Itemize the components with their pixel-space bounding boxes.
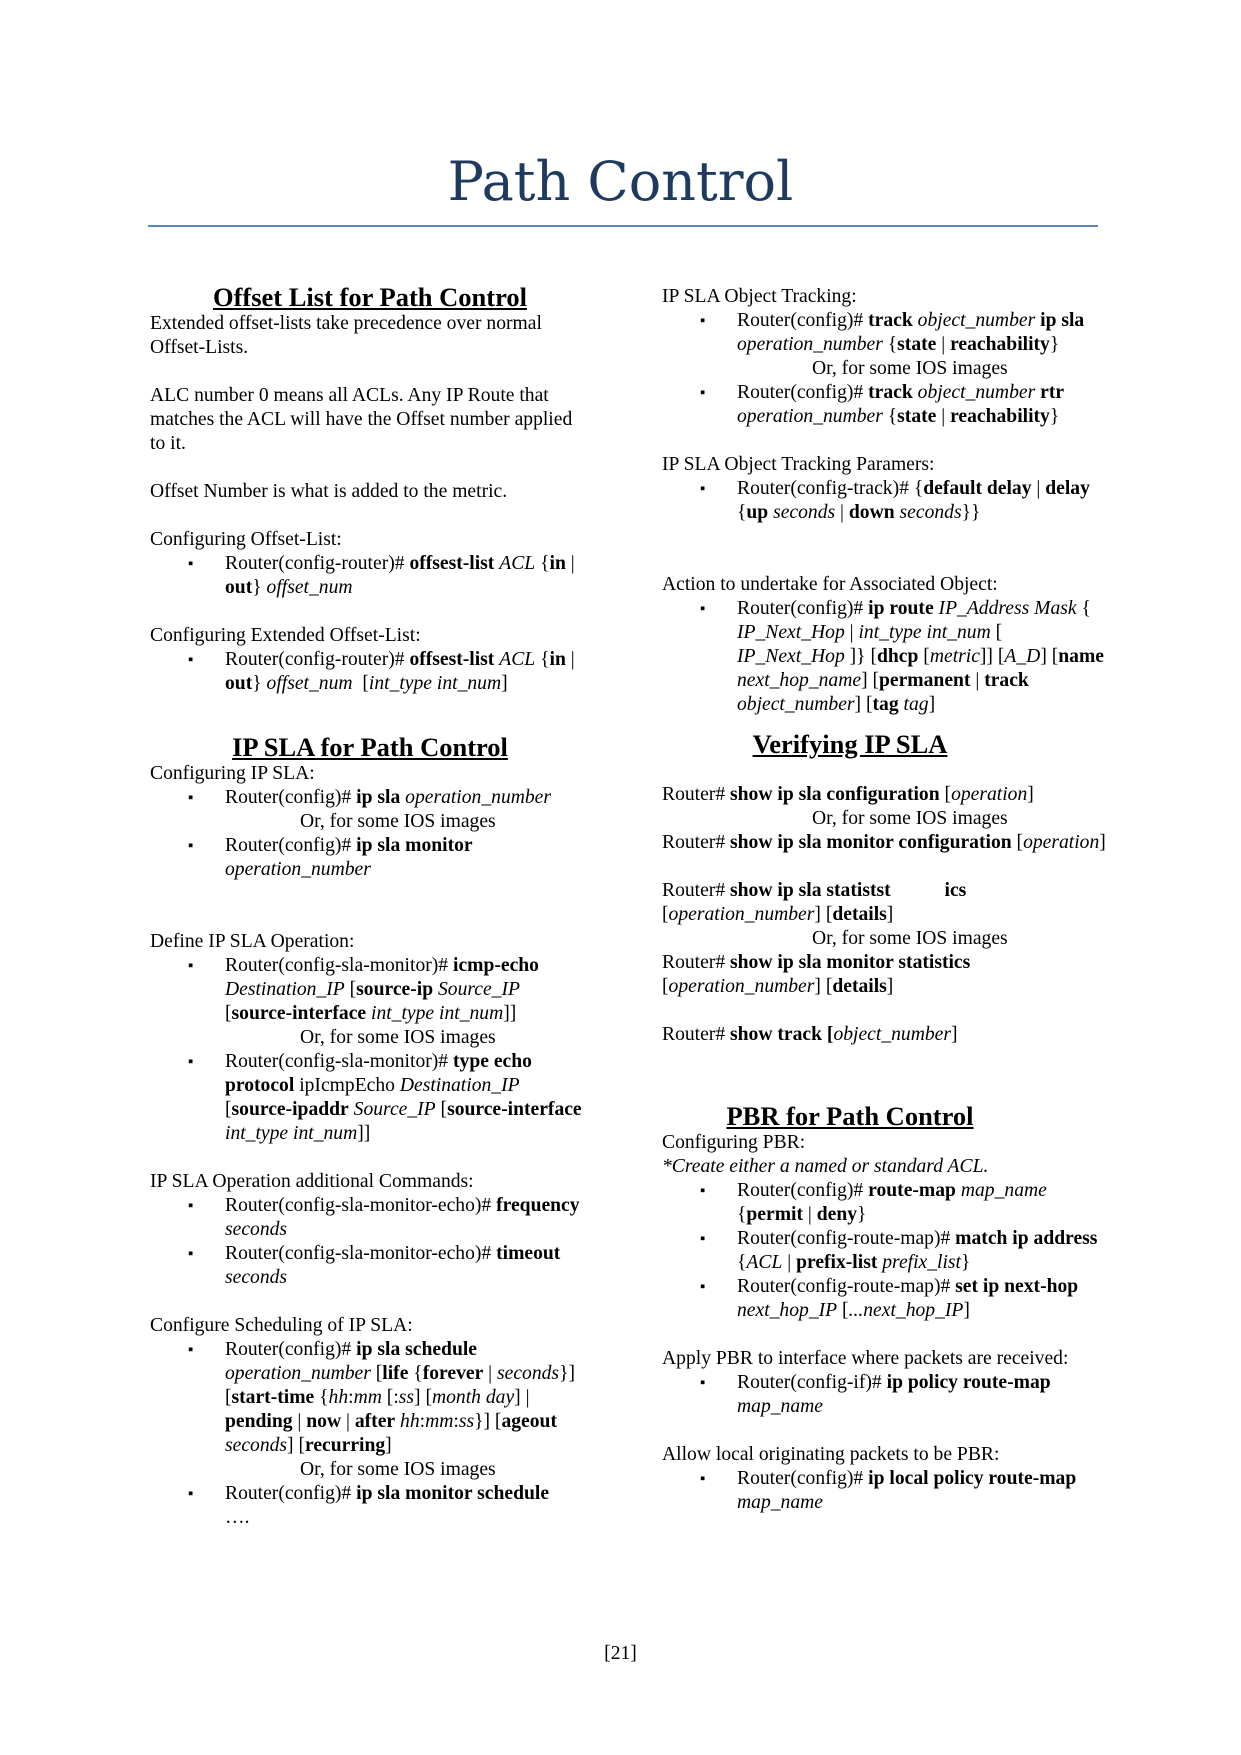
list-item: ▪ Router(config)# ip route IP_Address Mask { IP_Next_Hop | int_type int_num [ IP_Next_Hop ]} [dhcp [metric]] [A_D] [name next_hop_name] [permanent | track object_number] [tag tag] xyxy=(662,597,1112,717)
verify-cmd-statistics: Router# show ip sla statistst ics [operation_number] [details] xyxy=(662,880,967,925)
tracking-label: IP SLA Object Tracking: xyxy=(662,286,857,307)
offset-intro-text: Extended offset-lists take precedence over normal Offset-Lists. xyxy=(150,313,542,358)
define-op-label: Define IP SLA Operation: xyxy=(150,931,355,952)
local-pbr-label: Allow local originating packets to be PBR: xyxy=(662,1444,1000,1465)
or-note: Or, for some IOS images xyxy=(300,1027,496,1048)
tracking-params-list xyxy=(662,477,1112,525)
list-item: ▪ Router(config-track)# {default delay | delay {up seconds | down seconds}} xyxy=(662,477,1112,525)
create-acl-note: *Create either a named or standard ACL. xyxy=(662,1156,989,1177)
verify-cmd-monitor-statistics: Router# show ip sla monitor statistics [operation_number] [details] xyxy=(662,952,971,997)
or-note: Or, for some IOS images xyxy=(812,808,1008,829)
schedule-list xyxy=(150,1338,590,1530)
ellipsis: …. xyxy=(225,1507,250,1528)
list-item: ▪ Router(config-router)# offsest-list ACL {in | out} offset_num xyxy=(150,552,590,600)
cfg-ipsla-list xyxy=(150,786,590,882)
list-item: ▪ Router(config-route-map)# match ip address {ACL | prefix-list prefix_list} xyxy=(662,1227,1112,1275)
verify-cmd-monitor-config: Router# show ip sla monitor configuration [operation] xyxy=(662,832,1106,853)
define-op-list xyxy=(150,954,590,1146)
action-list xyxy=(662,597,1112,717)
left-column xyxy=(150,282,590,1530)
list-item: ▪ Router(config-route-map)# set ip next-hop next_hop_IP [...next_hop_IP] xyxy=(662,1275,1112,1323)
list-item: ▪ Router(config-sla-monitor-echo)# frequency seconds xyxy=(150,1194,590,1242)
title-rule xyxy=(148,225,1098,227)
list-item: ▪ Router(config-sla-monitor)# icmp-echo Destination_IP [source-ip Source_IP [source-interface int_type int_num]] xyxy=(150,954,590,1026)
page-title: Path Control xyxy=(447,150,794,213)
list-item: ▪ Router(config)# route-map map_name {permit | deny} xyxy=(662,1179,1112,1227)
apply-pbr-label: Apply PBR to interface where packets are received: xyxy=(662,1348,1069,1369)
list-item: ▪ Router(config-if)# ip policy route-map map_name xyxy=(662,1371,1112,1419)
verify-cmd-config: Router# show ip sla configuration [operation] xyxy=(662,784,1034,805)
cfg-offset-label: Configuring Offset-List: xyxy=(150,529,342,550)
page-number: [21] xyxy=(604,1643,637,1664)
verify-cmd-track: Router# show track [object_number] xyxy=(662,1024,958,1045)
list-item: ▪ Router(config)# track object_number rtr operation_number {state | reachability} xyxy=(662,381,1112,429)
or-note: Or, for some IOS images xyxy=(300,811,496,832)
cfg-ext-offset-label: Configuring Extended Offset-List: xyxy=(150,625,421,646)
offset-number-text: Offset Number is what is added to the metric. xyxy=(150,481,508,502)
or-note: Or, for some IOS images xyxy=(812,358,1008,379)
list-item: ▪ Router(config)# ip local policy route-map map_name xyxy=(662,1467,1112,1515)
schedule-label: Configure Scheduling of IP SLA: xyxy=(150,1315,413,1336)
or-note: Or, for some IOS images xyxy=(812,928,1008,949)
right-column xyxy=(662,285,1112,1515)
or-note: Or, for some IOS images xyxy=(300,1459,496,1480)
tracking-params-label: IP SLA Object Tracking Paramers: xyxy=(662,454,935,475)
pbr-heading: PBR for Path Control xyxy=(726,1101,974,1131)
additional-label: IP SLA Operation additional Commands: xyxy=(150,1171,474,1192)
list-item: ▪ Router(config)# ip sla schedule operation_number [life {forever | seconds}] [start-time {hh:mm [:ss] [month day] | pending | now | after hh:mm:ss}] [ageout seconds] [recurring] xyxy=(150,1338,590,1458)
list-item: ▪ Router(config)# ip sla monitor operation_number xyxy=(150,834,590,882)
cfg-pbr-label: Configuring PBR: xyxy=(662,1132,806,1153)
apply-pbr-list xyxy=(662,1371,1112,1419)
action-label: Action to undertake for Associated Object: xyxy=(662,574,998,595)
list-item: ▪ Router(config)# track object_number ip sla operation_number {state | reachability} xyxy=(662,309,1112,357)
list-item: ▪ Router(config)# ip sla operation_number xyxy=(150,786,590,810)
list-item: ▪ Router(config-router)# offsest-list ACL {in | out} offset_num [int_type int_num] xyxy=(150,648,590,696)
list-item: ▪ Router(config-sla-monitor-echo)# timeout seconds xyxy=(150,1242,590,1290)
ipsla-heading: IP SLA for Path Control xyxy=(232,732,508,762)
offset-list-heading: Offset List for Path Control xyxy=(212,282,528,312)
tracking-list xyxy=(662,309,1112,429)
verify-heading: Verifying IP SLA xyxy=(752,729,948,759)
cfg-pbr-list xyxy=(662,1179,1112,1323)
local-pbr-list xyxy=(662,1467,1112,1515)
cfg-offset-list xyxy=(150,552,590,600)
cfg-ipsla-label: Configuring IP SLA: xyxy=(150,763,315,784)
list-item: ▪ Router(config)# ip sla monitor schedule …. xyxy=(150,1482,590,1530)
offset-acl-text: ALC number 0 means all ACLs. Any IP Route that matches the ACL will have the Offset number applied to it. xyxy=(150,385,573,454)
list-item: ▪ Router(config-sla-monitor)# type echo protocol ipIcmpEcho Destination_IP [source-ipaddr Source_IP [source-interface int_type int_num]] xyxy=(150,1050,590,1146)
additional-list xyxy=(150,1194,590,1290)
cfg-ext-offset-list xyxy=(150,648,590,696)
